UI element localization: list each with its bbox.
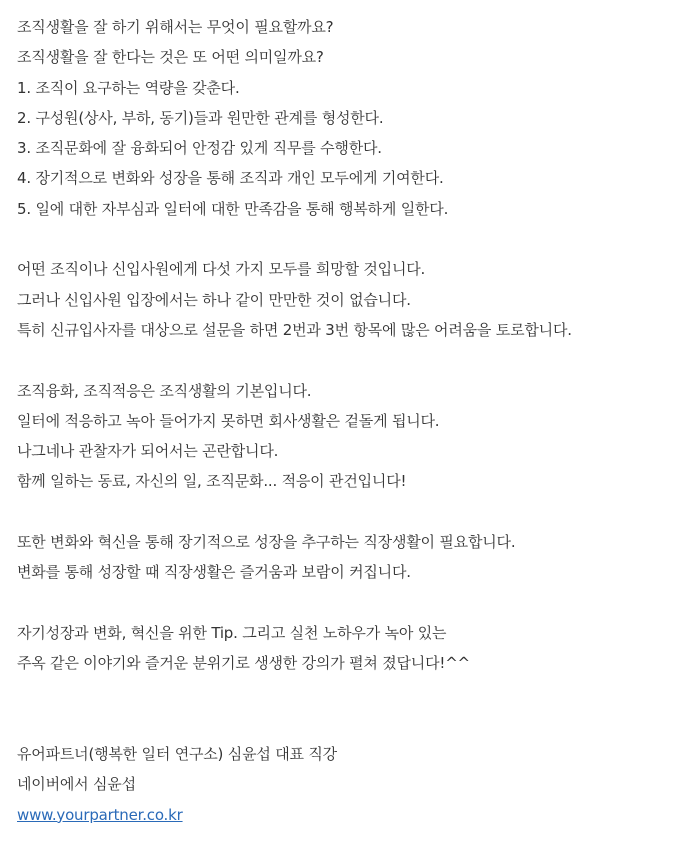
text-line: 그러나 신입사원 입장에서는 하나 같이 만만한 것이 없습니다. [17, 290, 411, 309]
paragraph-gap [17, 497, 687, 527]
text-line: 함께 일하는 동료, 자신의 일, 조직문화... 적응이 관건입니다! [17, 472, 407, 491]
paragraph-gap [17, 679, 687, 740]
text-line: 나그네나 관찰자가 되어서는 곤란합니다. [17, 442, 279, 461]
text-line: 조직생활을 잘 한다는 것은 또 어떤 의미일까요? [17, 48, 324, 67]
list-item: 3. 조직문화에 잘 융화되어 안정감 있게 직무를 수행한다. [17, 139, 382, 158]
article-body [17, 12, 687, 830]
paragraph-gap [17, 588, 687, 618]
text-line: 또한 변화와 혁신을 통해 장기적으로 성장을 추구하는 직장생활이 필요합니다. [17, 533, 516, 552]
list-item: 5. 일에 대한 자부심과 일터에 대한 만족감을 통해 행복하게 일한다. [17, 199, 449, 218]
paragraph-gap [17, 345, 687, 375]
paragraph-growth [17, 527, 687, 588]
paragraph-gap [17, 224, 687, 254]
source-line: 네이버에서 심윤섭 [17, 775, 136, 794]
paragraph-lecture [17, 618, 687, 679]
text-line: 변화를 통해 성장할 때 직장생활은 즐거움과 보람이 커집니다. [17, 563, 411, 582]
paragraph-intro [17, 12, 687, 224]
text-line: 자기성장과 변화, 혁신을 위한 Tip. 그리고 실천 노하우가 녹아 있는 [17, 623, 447, 642]
author-line: 유어파트너(행복한 일터 연구소) 심윤섭 대표 직강 [17, 745, 337, 764]
text-line: 조직융화, 조직적응은 조직생활의 기본입니다. [17, 381, 312, 400]
text-line: 주옥 같은 이야기와 즐거운 분위기로 생생한 강의가 펼쳐 졌답니다!^^ [17, 654, 470, 673]
text-line: 특히 신규입사자를 대상으로 설문을 하면 2번과 3번 항목에 많은 어려움을 토로합니다. [17, 320, 572, 339]
text-line: 일터에 적응하고 녹아 들어가지 못하면 회사생활은 겉돌게 됩니다. [17, 411, 440, 430]
paragraph-adaptation [17, 376, 687, 497]
website-link[interactable]: www.yourpartner.co.kr [17, 805, 183, 824]
list-item: 1. 조직이 요구하는 역량을 갖춘다. [17, 78, 240, 97]
list-item: 4. 장기적으로 변화와 성장을 통해 조직과 개인 모두에게 기여한다. [17, 169, 444, 188]
text-line: 어떤 조직이나 신입사원에게 다섯 가지 모두를 희망할 것입니다. [17, 260, 426, 279]
paragraph-expectations [17, 254, 687, 345]
signature-block [17, 739, 687, 830]
list-item: 2. 구성원(상사, 부하, 동기)들과 원만한 관계를 형성한다. [17, 108, 384, 127]
text-line: 조직생활을 잘 하기 위해서는 무엇이 필요할까요? [17, 18, 334, 36]
